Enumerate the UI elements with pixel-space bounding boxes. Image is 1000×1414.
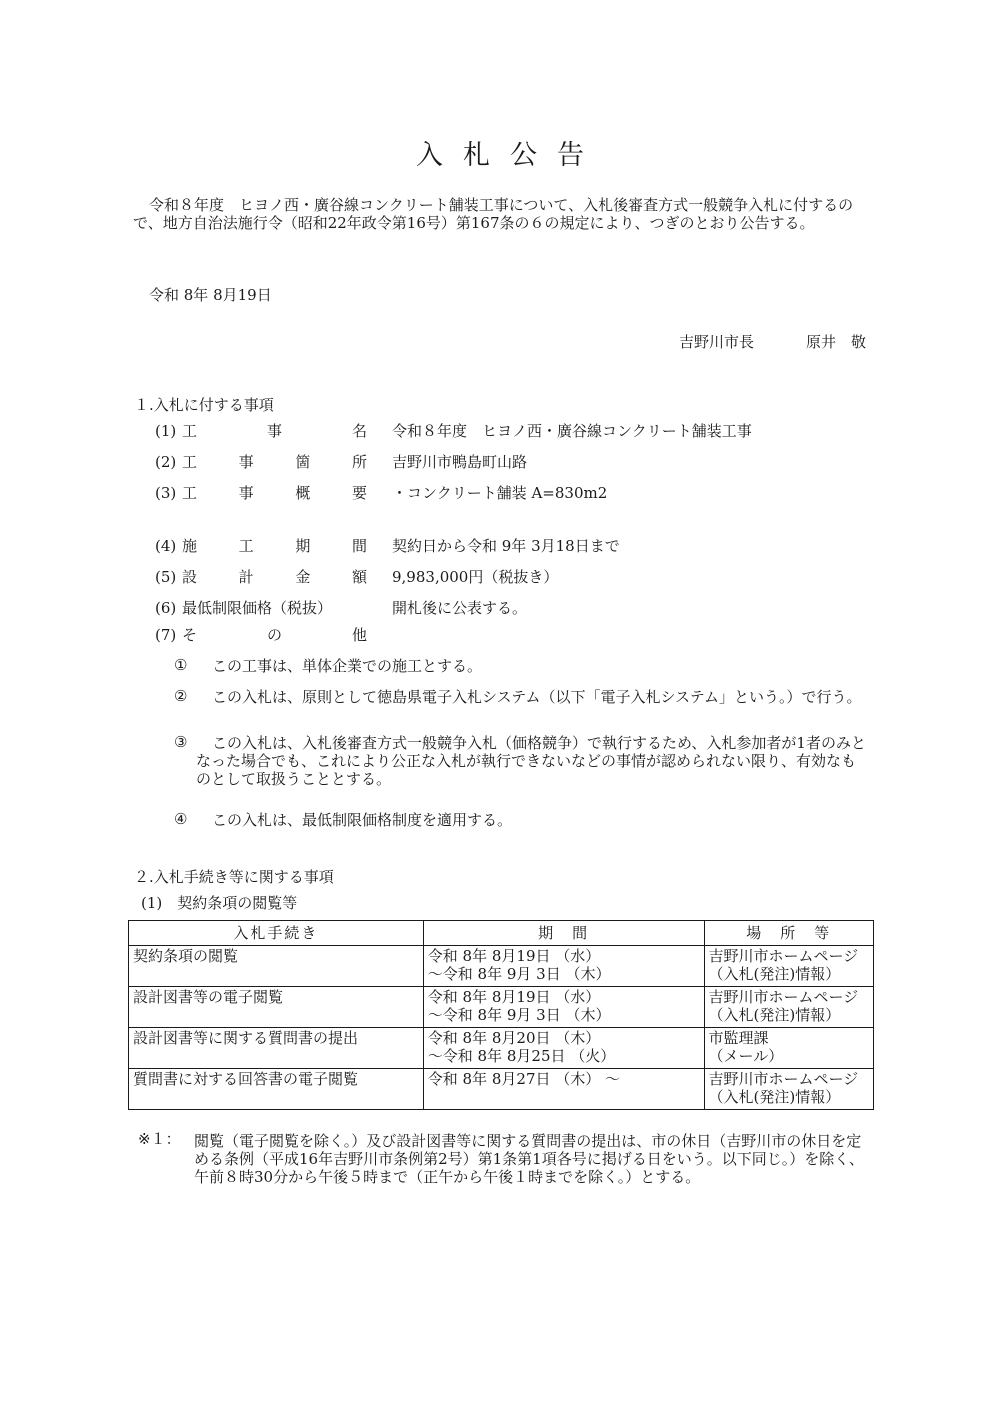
item-label [182,484,367,504]
item-label-char: 工 [182,484,198,502]
item-label-char: 額 [351,568,367,586]
table-row [129,1069,874,1110]
item-label: 最低制限価格（税抜） [182,599,333,617]
item-number: (5) [155,568,177,586]
table-row [129,946,874,987]
item-label-char: 事 [238,453,254,471]
item-value: 契約日から令和 9年 3月18日まで [392,537,620,555]
item-label-char: 工 [182,422,198,440]
item-value: 令和８年度 ヒヨノ西・廣谷線コンクリート舗装工事 [392,422,752,440]
item-label-char: そ [182,626,198,644]
issuer-position: 吉野川市長 [679,333,755,351]
sub-item-mark: ① [174,656,188,674]
sub-item-text: この入札は、最低制限価格制度を適用する。 [212,811,513,829]
item-label [182,626,367,646]
item-number: (6) [155,599,177,617]
section2-heading: ２.入札手続き等に関する事項 [134,868,334,886]
sub-item-text: この入札は、原則として徳島県電子入札システム（以下「電子入札システム」という。）で行う。 [212,688,862,706]
section1-heading: １.入札に付する事項 [134,396,274,414]
item-label-char: 要 [351,484,367,502]
item-label [182,537,367,557]
column-header-place: 場 所 等 [704,921,873,946]
item-label-char: 工 [238,537,254,555]
table-header-row [129,921,874,946]
place-cell [704,987,873,1028]
note-mark: ※１： [138,1130,181,1148]
place-cell [704,1069,873,1110]
table-row [129,1028,874,1069]
item-label-char: 事 [238,484,254,502]
period-cell [423,1069,704,1110]
item-label-char: 間 [351,537,367,555]
item-value: ・コンクリート舗装 A=830m2 [392,484,608,502]
place-cell [704,1028,873,1069]
item-label-char: 名 [351,422,367,440]
table-row [129,987,874,1028]
intro-paragraph: 令和８年度 ヒヨノ西・廣谷線コンクリート舗装工事について、入札後審査方式一般競争入札に付するので、地方自治法施行令（昭和22年政令第16号）第167条の６の規定により、つぎのとおり公告する。 [133,196,854,232]
item-label-char: 金 [295,568,311,586]
item-number: (1) [155,422,177,440]
period-cell [423,946,704,987]
issuer-name: 原井 敬 [806,333,867,351]
sub-item-text: この工事は、単体企業での施工とする。 [212,657,483,675]
item-value: 吉野川市鴨島町山路 [392,453,528,471]
item-label [182,422,367,442]
procedure-cell: 設計図書等に関する質問書の提出 [129,1028,424,1069]
period-start: 令和 8年 8月19日 （水） [427,947,601,965]
period-cell [423,987,704,1028]
item-label [182,568,367,588]
sub-item-mark: ④ [174,810,188,828]
procedure-cell: 質問書に対する回答書の電子閲覧 [129,1069,424,1110]
item-number: (7) [155,626,177,644]
sub-item-mark: ② [174,687,188,705]
period-start: 令和 8年 8月27日 （木） ～ [427,1070,621,1088]
column-header-period: 期 間 [423,921,704,946]
period-end: ～令和 8年 9月 3日 （木） [427,965,611,983]
item-number: (2) [155,453,177,471]
page-title: 入札公告 [416,140,604,171]
period-start: 令和 8年 8月19日 （水） [427,988,601,1006]
period-end: ～令和 8年 9月 3日 （木） [427,1006,611,1024]
item-number: (4) [155,537,177,555]
place-primary: 吉野川市ホームページ [708,1070,859,1088]
item-label-char: の [266,626,282,644]
procedure-table [128,920,874,1110]
place-secondary: （入札(発注)情報） [708,1088,841,1106]
item-label-char: 箇 [295,453,311,471]
notice-date: 令和 8年 8月19日 [149,286,272,304]
item-label-char: 他 [351,626,367,644]
period-end: ～令和 8年 8月25日 （火） [427,1047,616,1065]
item-label [182,453,367,473]
procedure-cell: 契約条項の閲覧 [129,946,424,987]
item-label-char: 事 [266,422,282,440]
note-text: 閲覧（電子閲覧を除く。）及び設計図書等に関する質問書の提出は、市の休日（吉野川市の休日を定める条例（平成16年吉野川市条例第2号）第1条第1項各号に掲げる日をいう。以下同じ。）を除く、午前８時30分から午後５時まで（正午から午後１時までを除く。）とする。 [194,1132,864,1186]
place-secondary: （入札(発注)情報） [708,965,841,983]
item-label-char: 設 [182,568,198,586]
place-secondary: （入札(発注)情報） [708,1006,841,1024]
item-label-char: 所 [351,453,367,471]
item-label-char: 施 [182,537,198,555]
procedure-cell: 設計図書等の電子閲覧 [129,987,424,1028]
place-secondary: （メール） [708,1047,784,1065]
item-label-char: 期 [295,537,311,555]
item-number: (3) [155,484,177,502]
place-cell [704,946,873,987]
column-header-procedure: 入札手続き [129,921,424,946]
item-value: 開札後に公表する。 [392,599,528,617]
section2-subheading: (1) 契約条項の閲覧等 [141,894,298,912]
sub-item-mark: ③ [174,733,188,751]
item-label-char: 概 [295,484,311,502]
item-value: 9,983,000円（税抜き） [392,568,559,586]
item-label-char: 計 [238,568,254,586]
place-primary: 市監理課 [708,1029,769,1047]
period-cell [423,1028,704,1069]
sub-item-text: この入札は、入札後審査方式一般競争入札（価格競争）で執行するため、入札参加者が1者のみとなった場合でも、これにより公正な入札が執行できないなどの事情が認められない限り、有効なものとして取扱うこととする。 [196,734,866,788]
item-label-char: 工 [182,453,198,471]
place-primary: 吉野川市ホームページ [708,947,859,965]
place-primary: 吉野川市ホームページ [708,988,859,1006]
period-start: 令和 8年 8月20日 （木） [427,1029,601,1047]
